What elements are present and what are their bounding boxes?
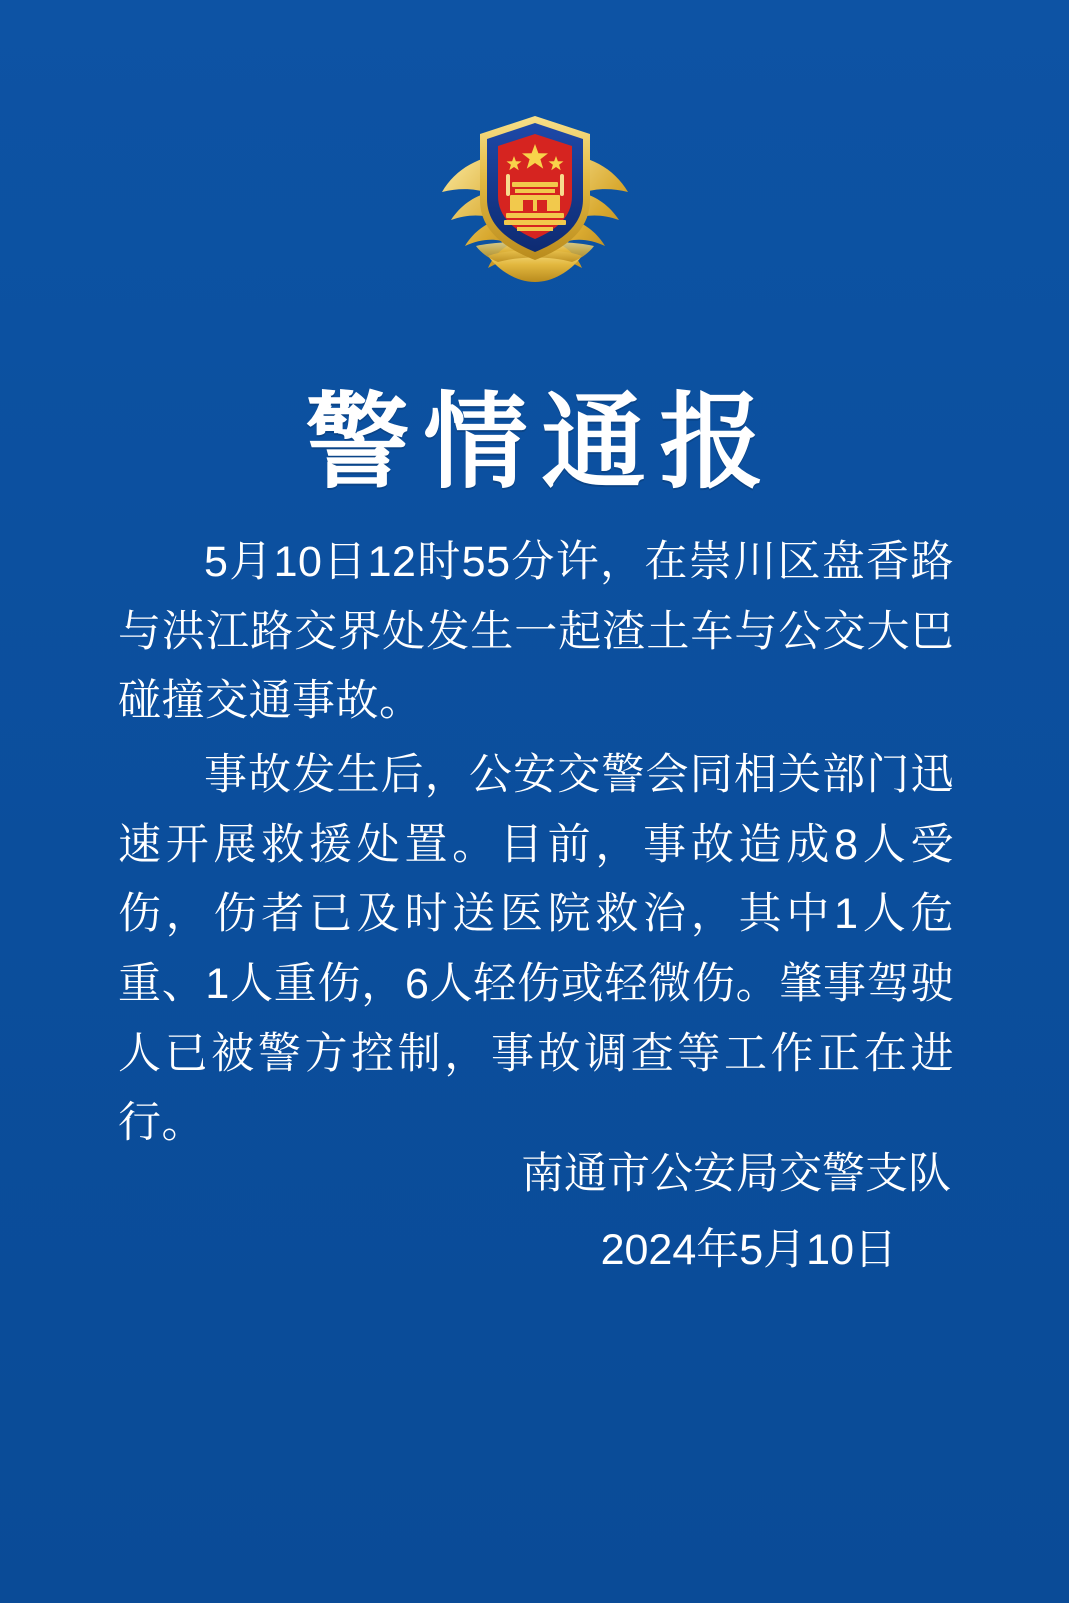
notice-body	[118, 528, 954, 1163]
emblem-container	[0, 96, 1069, 291]
signature-block	[0, 1140, 1069, 1285]
issue-date: 2024年5月10日	[600, 1225, 897, 1274]
notice-paragraph-2: 事故发生后，公安交警会同相关部门迅速开展救援处置。目前，事故造成8人受伤，伤者已及时送医院救治，其中1人危重、1人重伤，6人轻伤或轻微伤。肇事驾驶人已被警方控制，事故调查等工作正在进行。	[118, 750, 954, 1148]
notice-paragraph-1: 5月10日12时55分许，在崇川区盘香路与洪江路交界处发生一起渣土车与公交大巴碰撞交通事故。	[118, 538, 954, 726]
page-title: 警情通报	[305, 379, 778, 503]
china-police-badge-icon	[420, 96, 650, 291]
issuing-organization: 南通市公安局交警支队	[521, 1150, 951, 1198]
